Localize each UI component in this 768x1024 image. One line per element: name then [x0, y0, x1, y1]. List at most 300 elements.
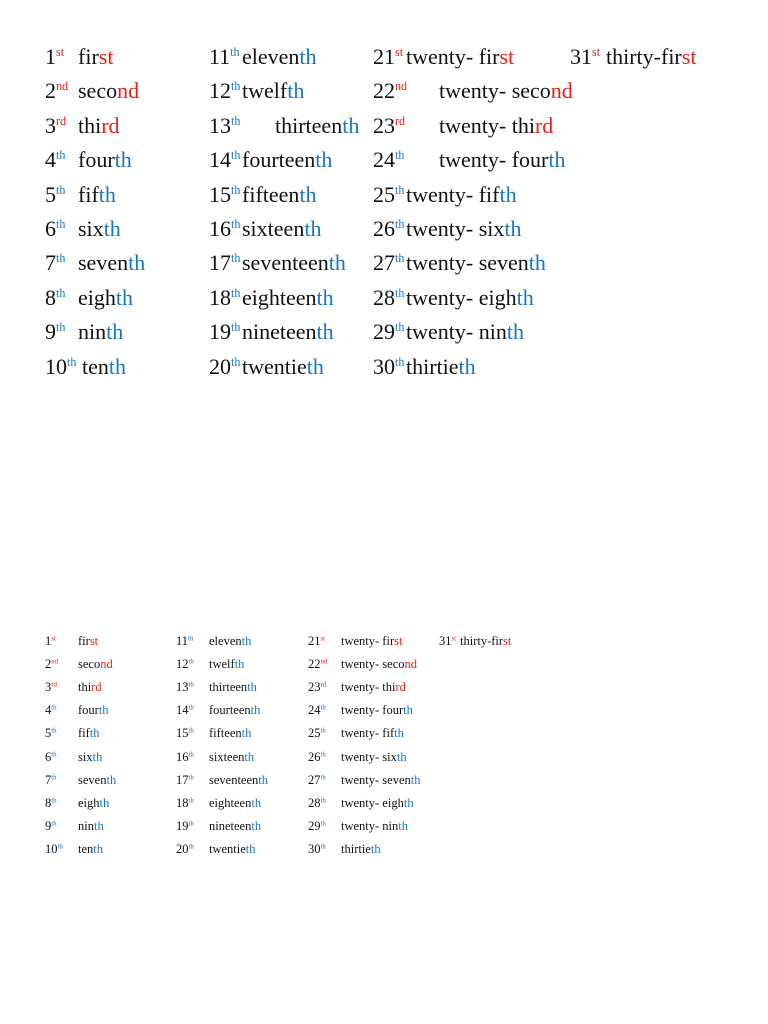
ordinal-number: [176, 774, 194, 787]
ordinal-number: [45, 751, 57, 764]
ordinal-suffix: th: [188, 797, 194, 805]
ordinal-word: [341, 635, 402, 648]
ordinal-word-stem: four: [78, 703, 99, 718]
ordinal-number: [209, 80, 240, 102]
ordinal-word-ending: th: [306, 353, 324, 379]
ordinal-word-ending: th: [241, 726, 252, 741]
ordinal-digits: 25: [308, 726, 321, 741]
ordinal-suffix: th: [231, 148, 241, 163]
ordinal-word: [78, 704, 109, 717]
ordinal-digits: 17: [176, 772, 189, 787]
ordinal-suffix: th: [51, 797, 57, 805]
ordinal-word-stem: twenty- seven: [406, 250, 529, 276]
ordinal-word: [406, 321, 524, 343]
ordinal-word: [341, 797, 414, 810]
ordinal-word: [209, 658, 244, 671]
ordinal-suffix: th: [231, 217, 241, 232]
ordinal-word-ending: th: [93, 841, 104, 856]
ordinal-word-ending: th: [108, 353, 127, 379]
ordinal-suffix: th: [188, 774, 194, 782]
ordinal-digits: 9: [45, 319, 56, 345]
ordinal-word-ending: th: [316, 319, 334, 345]
ordinal-digits: 21: [308, 634, 321, 648]
ordinal-suffix: th: [395, 217, 405, 232]
ordinal-suffix: st: [592, 45, 601, 60]
ordinal-digits: 15: [209, 181, 231, 207]
ordinal-word: [341, 658, 417, 671]
ordinal-number: [209, 284, 241, 310]
ordinal-word: [439, 80, 573, 102]
ordinal-suffix: th: [188, 843, 194, 851]
ordinal-digits: 29: [373, 319, 395, 345]
ordinal-suffix: th: [188, 658, 194, 666]
ordinal-word-ending: th: [98, 181, 116, 207]
ordinal-word: [242, 181, 317, 207]
ordinal-word-stem: fifteen: [242, 181, 300, 207]
ordinal-suffix: st: [395, 45, 404, 60]
ordinal-number: [308, 727, 326, 740]
ordinal-suffix: th: [188, 681, 194, 689]
ordinal-word-stem: twelf: [242, 78, 288, 104]
ordinal-word: [78, 218, 121, 240]
ordinal-suffix: th: [231, 79, 241, 94]
ordinal-number: [308, 658, 327, 671]
ordinal-word: [242, 80, 304, 102]
ordinal-word-ending: nd: [404, 657, 418, 672]
ordinal-suffix: th: [188, 727, 194, 735]
ordinal-word-stem: twenty- thi: [439, 112, 535, 138]
ordinal-word: [406, 46, 514, 68]
ordinal-number: [209, 149, 240, 171]
ordinal-word: [341, 727, 404, 740]
ordinal-digits: 10: [45, 353, 67, 379]
ordinal-word: [406, 181, 517, 207]
ordinal-suffix: st: [51, 635, 56, 643]
ordinal-word-ending: th: [403, 795, 414, 810]
ordinal-word-ending: th: [89, 726, 100, 741]
ordinal-number: [209, 181, 241, 207]
ordinal-word-stem: fif: [78, 181, 99, 207]
ordinal-word-ending: th: [251, 818, 262, 833]
ordinal-word-ending: st: [394, 634, 403, 648]
ordinal-digits: 17: [209, 250, 231, 276]
ordinal-number: [45, 149, 65, 171]
ordinal-number: [45, 46, 64, 68]
ordinal-word: [78, 181, 116, 207]
ordinal-word-ending: th: [504, 216, 522, 241]
ordinal-word-ending: th: [299, 44, 317, 69]
ordinal-number: [308, 820, 326, 833]
ordinal-word: [242, 218, 321, 240]
ordinal-number: [308, 751, 326, 764]
ordinal-word-stem: eighteen: [242, 284, 317, 310]
ordinal-digits: 23: [308, 680, 321, 695]
ordinal-number: [45, 181, 66, 207]
ordinal-word: [242, 149, 332, 171]
ordinal-suffix: rd: [56, 113, 67, 128]
ordinal-suffix: th: [231, 113, 241, 128]
ordinal-word-ending: th: [287, 78, 305, 104]
ordinal-number: [308, 843, 326, 856]
ordinal-word: [341, 751, 407, 764]
ordinal-word-stem: nin: [78, 319, 107, 345]
ordinal-digits: 7: [45, 772, 52, 787]
ordinal-digits: 11: [209, 44, 231, 69]
ordinal-number: [373, 284, 405, 310]
ordinal-word-ending: th: [250, 703, 261, 718]
ordinal-word: [406, 353, 476, 379]
ordinal-number: [373, 218, 404, 240]
ordinal-word-ending: th: [114, 147, 132, 173]
ordinal-digits: 24: [308, 703, 321, 718]
ordinal-word-stem: ten: [82, 353, 109, 379]
ordinal-word-ending: th: [394, 726, 404, 741]
ordinal-word-ending: th: [403, 703, 413, 718]
ordinal-word: [78, 658, 113, 671]
ordinal-word: [78, 843, 103, 856]
ordinal-word-ending: th: [396, 749, 407, 764]
ordinal-word-stem: twenty- seco: [341, 657, 405, 672]
ordinal-word-ending: th: [244, 749, 255, 764]
ordinal-digits: 8: [45, 284, 56, 310]
ordinal-word: [78, 149, 132, 171]
ordinal-word-ending: th: [103, 216, 121, 241]
ordinal-word-ending: th: [315, 147, 333, 173]
ordinal-word-ending: th: [98, 703, 109, 718]
ordinal-suffix: nd: [320, 658, 328, 666]
ordinal-word-stem: eleven: [242, 44, 300, 69]
ordinal-number: [373, 321, 404, 343]
ordinal-word-stem: thirty-fir: [460, 634, 504, 648]
ordinal-digits: 1: [45, 634, 52, 648]
ordinal-number: [373, 46, 403, 68]
ordinal-word-stem: eighteen: [209, 795, 252, 810]
ordinal-word: [406, 218, 522, 240]
ordinal-suffix: th: [231, 182, 241, 197]
ordinal-digits: 31: [439, 634, 452, 648]
ordinal-suffix: th: [51, 751, 57, 759]
ordinal-word-stem: nineteen: [242, 319, 317, 345]
ordinal-word-ending: th: [506, 319, 524, 345]
ordinal-number: [176, 797, 194, 810]
ordinal-suffix: th: [395, 182, 405, 197]
ordinal-number: [373, 149, 404, 171]
ordinal-number: [45, 635, 56, 648]
ordinal-suffix: th: [56, 285, 66, 300]
ordinal-suffix: th: [320, 774, 326, 782]
ordinal-word: [209, 704, 260, 717]
ordinal-digits: 22: [373, 78, 395, 104]
ordinal-digits: 19: [176, 818, 189, 833]
ordinal-word: [242, 46, 317, 68]
ordinal-word-stem: twenty- seco: [439, 78, 551, 104]
ordinal-suffix: th: [56, 251, 66, 266]
ordinal-digits: 23: [373, 112, 395, 138]
ordinal-word-stem: thi: [78, 112, 102, 138]
ordinal-number: [176, 681, 194, 694]
ordinal-word-ending: th: [410, 772, 421, 787]
ordinal-word-ending: nd: [100, 657, 113, 672]
ordinal-word-stem: fourteen: [209, 703, 251, 718]
ordinal-word-stem: twenty- fir: [341, 634, 395, 648]
ordinal-digits: 16: [209, 216, 231, 241]
ordinal-word-ending: th: [316, 284, 334, 310]
ordinal-word-ending: th: [241, 634, 252, 648]
ordinal-suffix: th: [320, 704, 326, 712]
ordinal-suffix: th: [395, 354, 405, 369]
ordinal-word-stem: twenty- four: [439, 147, 549, 173]
ordinal-word: [209, 843, 256, 856]
ordinal-word-ending: rd: [101, 112, 120, 138]
ordinal-word-ending: th: [115, 284, 134, 310]
ordinal-word-ending: th: [398, 818, 409, 833]
ordinal-word: [406, 252, 546, 274]
ordinal-word-stem: twenty- six: [341, 749, 397, 764]
ordinal-word-stem: thi: [78, 680, 92, 695]
ordinal-digits: 2: [45, 657, 52, 672]
ordinal-digits: 20: [176, 841, 189, 856]
ordinal-word-ending: th: [106, 772, 117, 787]
ordinal-word-stem: twenty- fir: [406, 44, 500, 69]
ordinal-word-ending: th: [247, 680, 257, 695]
ordinal-word: [341, 820, 408, 833]
ordinal-word-stem: twenty- seven: [341, 772, 411, 787]
ordinal-word-stem: twenty- fif: [406, 181, 500, 207]
ordinal-digits: 29: [308, 818, 321, 833]
ordinal-number: [45, 820, 57, 833]
ordinal-word-stem: sixteen: [209, 749, 245, 764]
ordinal-word-ending: th: [92, 749, 103, 764]
ordinal-word-stem: six: [78, 216, 104, 241]
ordinal-suffix: rd: [51, 681, 57, 689]
ordinal-word-ending: nd: [550, 78, 573, 104]
ordinal-word: [439, 149, 565, 171]
ordinal-digits: 19: [209, 319, 231, 345]
ordinal-word-stem: twenty- nin: [406, 319, 507, 345]
ordinal-digits: 7: [45, 250, 56, 276]
ordinal-word: [242, 321, 334, 343]
ordinal-number: [439, 635, 456, 648]
ordinal-number: [308, 797, 326, 810]
ordinal-suffix: th: [320, 820, 326, 828]
ordinal-digits: 10: [45, 841, 58, 856]
ordinal-word-stem: ten: [78, 841, 94, 856]
ordinal-number: [176, 635, 193, 648]
ordinal-digits: 18: [176, 795, 189, 810]
ordinal-word-ending: th: [528, 250, 546, 276]
ordinal-suffix: th: [230, 45, 240, 60]
ordinal-digits: 26: [373, 216, 395, 241]
ordinal-number: [45, 843, 63, 856]
ordinal-word: [209, 797, 261, 810]
ordinal-number: [570, 46, 600, 68]
ordinal-number: [45, 284, 66, 310]
ordinal-number: [45, 797, 57, 810]
ordinal-word-stem: twenty- four: [341, 703, 404, 718]
ordinal-digits: 2: [45, 78, 56, 104]
ordinal-word-stem: twenty- fif: [341, 726, 395, 741]
ordinal-number: [209, 112, 241, 138]
ordinal-suffix: th: [51, 704, 57, 712]
ordinal-number: [209, 46, 240, 68]
ordinal-number: [45, 80, 68, 102]
ordinal-word-stem: thirtie: [341, 841, 371, 856]
ordinal-digits: 6: [45, 216, 56, 241]
ordinal-word-stem: twenty- thi: [341, 680, 396, 695]
ordinal-number: [45, 252, 65, 274]
ordinal-word: [209, 820, 261, 833]
ordinal-word: [78, 797, 109, 810]
ordinal-word-ending: st: [89, 634, 99, 648]
ordinal-word-stem: twenty- nin: [341, 818, 399, 833]
ordinal-suffix: th: [67, 354, 77, 369]
ordinal-word: [78, 46, 113, 68]
ordinal-digits: 31: [570, 44, 592, 69]
ordinal-word: [341, 681, 406, 694]
ordinal-word-stem: eleven: [209, 634, 242, 648]
ordinal-word-ending: th: [516, 284, 534, 310]
ordinal-digits: 15: [176, 726, 189, 741]
ordinal-word-stem: eigh: [78, 284, 116, 310]
ordinal-word-ending: th: [99, 795, 110, 810]
ordinal-word-ending: th: [299, 181, 317, 207]
ordinal-digits: 30: [308, 841, 321, 856]
ordinal-number: [45, 704, 57, 717]
ordinal-word-ending: st: [499, 44, 515, 69]
ordinal-digits: 18: [209, 284, 231, 310]
ordinal-digits: 5: [45, 726, 52, 741]
ordinal-word-ending: rd: [395, 680, 406, 695]
ordinal-word-stem: four: [78, 147, 115, 173]
ordinal-word-stem: nineteen: [209, 818, 252, 833]
ordinal-digits: 8: [45, 795, 52, 810]
ordinal-word-ending: th: [245, 841, 256, 856]
ordinal-word: [78, 751, 102, 764]
ordinal-word-ending: th: [328, 250, 346, 276]
ordinal-word: [78, 820, 104, 833]
ordinal-word: [78, 681, 102, 694]
ordinal-word: [209, 681, 257, 694]
ordinal-suffix: th: [56, 182, 66, 197]
ordinal-word: [242, 284, 334, 310]
ordinal-word-stem: seven: [78, 250, 129, 276]
ordinal-suffix: st: [451, 635, 457, 643]
ordinal-word: [209, 727, 251, 740]
ordinal-number: [45, 727, 57, 740]
ordinal-digits: 11: [176, 634, 189, 648]
ordinal-word-stem: fourteen: [242, 147, 316, 173]
ordinal-digits: 24: [373, 147, 395, 173]
ordinal-word: [78, 252, 145, 274]
ordinal-word-ending: st: [98, 44, 114, 69]
ordinal-suffix: th: [231, 285, 241, 300]
ordinal-word: [209, 635, 251, 648]
ordinal-word-stem: six: [78, 749, 93, 764]
ordinal-word-ending: th: [93, 818, 104, 833]
ordinal-suffix: th: [395, 251, 405, 266]
ordinal-digits: 30: [373, 353, 395, 379]
ordinal-word-stem: sixteen: [242, 216, 305, 241]
ordinal-suffix: nd: [51, 658, 59, 666]
ordinal-word: [209, 774, 268, 787]
ordinal-number: [45, 658, 58, 671]
ordinal-suffix: rd: [395, 113, 406, 128]
ordinal-number: [45, 112, 67, 138]
ordinal-word: [341, 843, 381, 856]
ordinal-digits: 20: [209, 353, 231, 379]
ordinal-word: [460, 635, 511, 648]
ordinal-suffix: th: [56, 320, 66, 335]
ordinal-suffix: th: [395, 148, 405, 163]
ordinal-number: [45, 681, 57, 694]
ordinal-word: [341, 774, 421, 787]
ordinal-suffix: th: [231, 251, 241, 266]
ordinal-suffix: st: [320, 635, 326, 643]
ordinal-number: [176, 751, 194, 764]
ordinal-number: [373, 353, 405, 379]
ordinal-suffix: rd: [320, 681, 327, 689]
ordinal-word: [78, 80, 139, 102]
ordinal-digits: 22: [308, 657, 321, 672]
ordinal-word-stem: seco: [78, 78, 118, 104]
ordinal-number: [45, 774, 57, 787]
ordinal-number: [45, 218, 65, 240]
ordinal-word-stem: seven: [78, 772, 107, 787]
ordinal-word: [78, 321, 123, 343]
ordinal-digits: 25: [373, 181, 395, 207]
ordinal-suffix: th: [320, 797, 326, 805]
ordinal-word-stem: thirteen: [275, 112, 343, 138]
ordinal-number: [176, 727, 194, 740]
ordinal-word: [209, 751, 254, 764]
ordinal-word: [606, 46, 696, 68]
ordinal-suffix: th: [56, 217, 66, 232]
ordinal-suffix: th: [51, 820, 57, 828]
ordinal-suffix: th: [57, 843, 63, 851]
ordinal-suffix: th: [395, 320, 405, 335]
ordinal-digits: 26: [308, 749, 321, 764]
ordinal-suffix: th: [231, 320, 241, 335]
ordinal-number: [176, 704, 194, 717]
ordinal-word-stem: twenty- six: [406, 216, 505, 241]
ordinal-word-ending: th: [342, 112, 360, 138]
ordinal-number: [373, 112, 406, 138]
ordinal-digits: 3: [45, 680, 52, 695]
ordinal-number: [308, 635, 325, 648]
ordinal-suffix: th: [188, 635, 194, 643]
ordinal-word: [78, 635, 98, 648]
ordinal-digits: 21: [373, 44, 395, 69]
ordinal-digits: 13: [209, 112, 231, 138]
ordinal-number: [308, 774, 326, 787]
ordinal-word-stem: thirtie: [406, 353, 459, 379]
ordinal-digits: 27: [373, 250, 395, 276]
ordinal-digits: 6: [45, 749, 52, 764]
ordinal-word-stem: seco: [78, 657, 101, 672]
ordinal-digits: 14: [176, 703, 189, 718]
ordinal-digits: 12: [176, 657, 189, 672]
ordinal-suffix: th: [188, 704, 194, 712]
ordinal-word: [82, 353, 127, 379]
ordinal-word-stem: seventeen: [209, 772, 259, 787]
ordinal-word-ending: th: [458, 353, 476, 379]
ordinal-suffix: th: [231, 354, 241, 369]
ordinal-number: [176, 820, 194, 833]
ordinal-word: [78, 727, 100, 740]
ordinal-suffix: th: [320, 727, 326, 735]
ordinal-word-ending: th: [251, 795, 262, 810]
ordinal-digits: 3: [45, 112, 56, 138]
